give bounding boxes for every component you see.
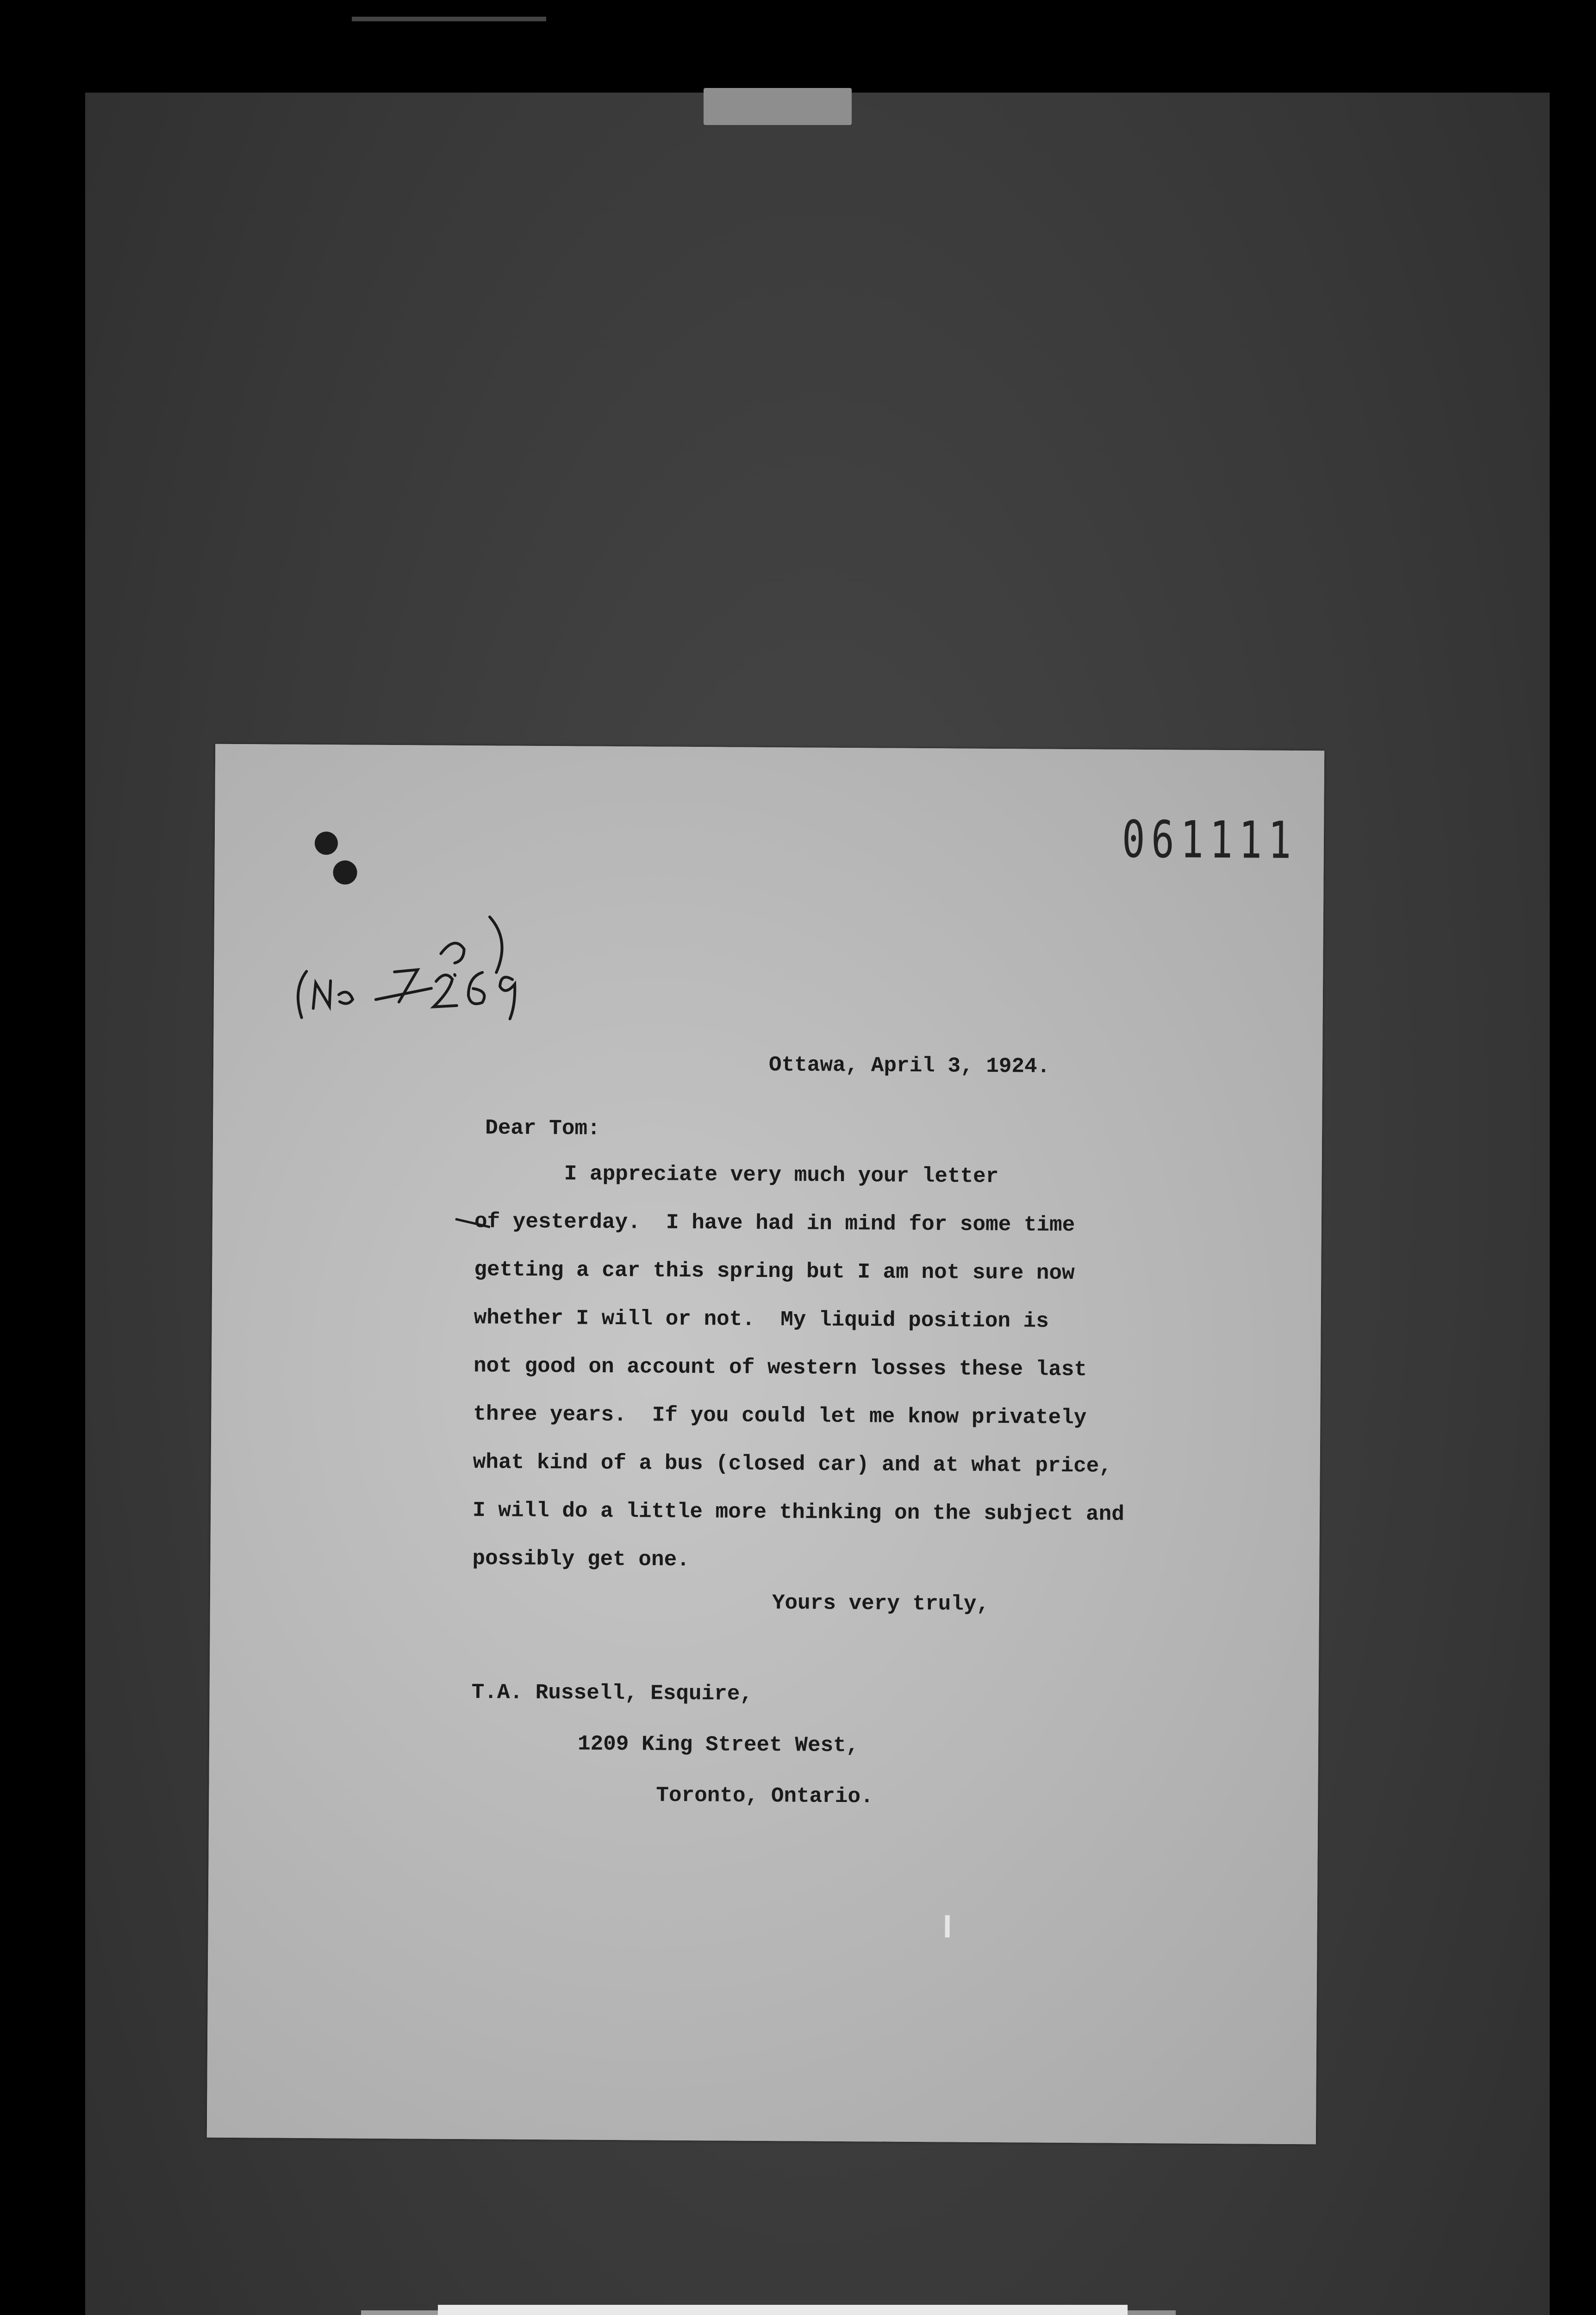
recipient-address — [471, 1667, 874, 1822]
handwritten-annotation-drawing — [278, 883, 538, 1033]
label-tape-right — [1125, 2310, 1176, 2315]
letter-body-line: what kind of a bus (closed car) and at what price, — [473, 1450, 1112, 1478]
letter-body-line: I will do a little more thinking on the subject and — [472, 1498, 1125, 1527]
label-tape-left — [361, 2310, 444, 2315]
letter-dateline: Ottawa, April 3, 1924. — [768, 1053, 1050, 1079]
letter-closing: Yours very truly, — [772, 1591, 990, 1616]
letter-body-line: three years. If you could let me know privately — [473, 1402, 1087, 1430]
punch-hole — [333, 860, 357, 884]
letter-body-line: possibly get one. — [472, 1546, 690, 1572]
letter-body-line: whether I will or not. My liquid position is — [474, 1306, 1049, 1333]
handwritten-annotation — [278, 883, 538, 1033]
letter-body-line: not good on account of western losses these last — [473, 1354, 1087, 1382]
recipient-name: T.A. Russell, Esquire, — [471, 1680, 753, 1706]
letter-salutation: Dear Tom: — [485, 1116, 600, 1141]
letter-body-line: getting a car this spring but I am not sure now — [474, 1258, 1075, 1286]
letter-body-line: I appreciate very much your letter — [474, 1161, 999, 1189]
recipient-street: 1209 King Street West, — [577, 1732, 859, 1758]
collection-reference-label — [438, 2305, 1128, 2315]
letter-body-line: of yesterday. I have had in mind for some time — [474, 1209, 1075, 1238]
letter-page — [207, 744, 1324, 2145]
film-speck — [945, 1915, 949, 1937]
document-number: 061111 — [1122, 809, 1298, 870]
film-scratch — [352, 17, 546, 21]
mount-tab — [704, 88, 852, 125]
punch-hole — [315, 832, 338, 855]
recipient-city: Toronto, Ontario. — [656, 1783, 873, 1809]
letter-body — [472, 1149, 1262, 1587]
